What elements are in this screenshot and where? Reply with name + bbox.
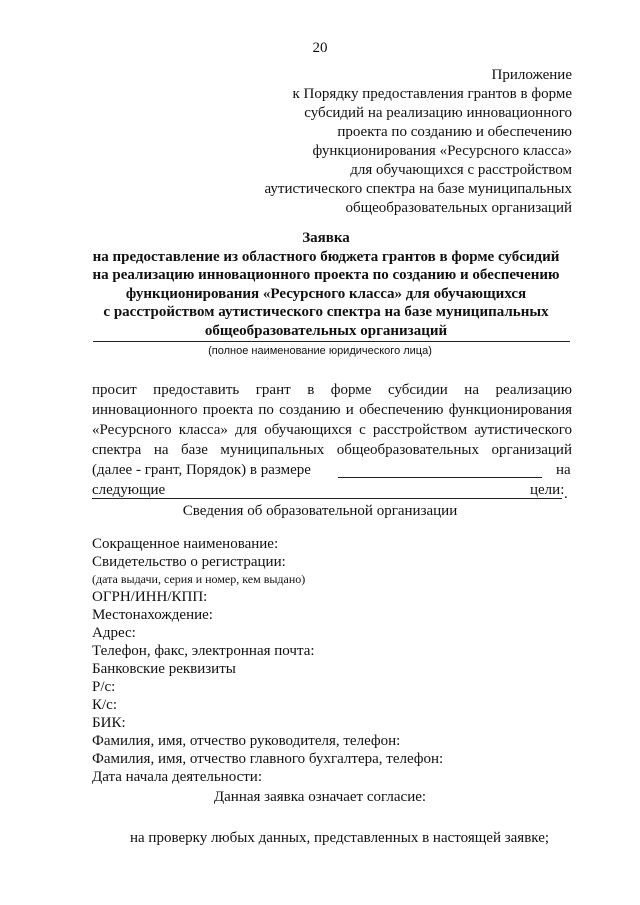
field-location: Местонахождение: [92, 607, 213, 623]
appendix-line: для обучающихся с расстройством [350, 162, 572, 178]
section-heading: Сведения об образовательной организации [182, 503, 458, 519]
appendix-line: к Порядку предоставления грантов в форме [292, 86, 572, 102]
legal-entity-blank-line[interactable] [93, 341, 570, 342]
field-chief-accountant: Фамилия, имя, отчество главного бухгалтера, телефон: [92, 751, 444, 767]
paragraph-line-following: следующие [92, 482, 166, 498]
field-rs: Р/с: [92, 679, 116, 695]
field-address: Адрес: [92, 625, 136, 641]
field-registration-certificate: Свидетельство о регистрации: [92, 554, 286, 570]
legal-entity-caption: (полное наименование юридического лица) [208, 345, 432, 357]
paragraph-line: спектра на базе муниципальных общеобразовательных организаций [92, 442, 572, 458]
field-head: Фамилия, имя, отчество руководителя, телефон: [92, 733, 401, 749]
field-short-name: Сокращенное наименование: [92, 536, 279, 552]
field-bik: БИК: [92, 715, 126, 731]
consent-heading: Данная заявка означает согласие: [213, 789, 427, 805]
paragraph-line: инновационного проекта по созданию и обеспечению функционирования [92, 402, 572, 418]
paragraph-line-amount-text: (далее - грант, Порядок) в размере [92, 462, 311, 478]
title-line: с расстройством аутистического спектра на базе муниципальных [103, 304, 549, 320]
paragraph-line: «Ресурсного класса» для обучающихся с расстройством аутистического [92, 422, 572, 438]
field-certificate-note: (дата выдачи, серия и номер, кем выдано) [92, 572, 306, 586]
grant-purpose-blank[interactable] [92, 498, 562, 499]
paragraph-line-purposes: цели: [530, 482, 565, 498]
grant-amount-blank[interactable] [338, 477, 542, 478]
paragraph-line-na: на [556, 462, 571, 478]
organization-fields [92, 535, 443, 786]
title-line: Заявка [302, 230, 350, 246]
appendix-header [212, 66, 572, 218]
consent-item: на проверку любых данных, представленных в настоящей заявке; [130, 830, 550, 846]
appendix-line: общеобразовательных организаций [345, 200, 572, 216]
title-line: общеобразовательных организаций [204, 322, 448, 339]
field-ogrn-inn-kpp: ОГРН/ИНН/КПП: [92, 589, 208, 605]
field-bank-details: Банковские реквизиты [92, 661, 236, 677]
title-line: функционирования «Ресурсного класса» для обучающихся [125, 285, 527, 302]
application-title [86, 229, 566, 340]
appendix-line: функционирования «Ресурсного класса» [312, 143, 572, 159]
appendix-line: аутистического спектра на базе муниципальных [264, 181, 572, 197]
field-start-date: Дата начала деятельности: [92, 769, 262, 785]
paragraph-line: просит предоставить грант в форме субсидии на реализацию [92, 382, 572, 398]
appendix-line: Приложение [491, 67, 572, 83]
title-line: на реализацию инновационного проекта по созданию и обеспечению [92, 267, 560, 283]
title-line: на предоставление из областного бюджета грантов в форме субсидий [92, 248, 560, 265]
appendix-line: субсидий на реализацию инновационного [304, 105, 572, 121]
page-number: 20 [312, 40, 328, 56]
field-ks: К/с: [92, 697, 117, 713]
field-contacts: Телефон, факс, электронная почта: [92, 643, 315, 659]
paragraph-end-period: . [564, 486, 568, 502]
appendix-line: проекта по созданию и обеспечению [337, 124, 572, 140]
